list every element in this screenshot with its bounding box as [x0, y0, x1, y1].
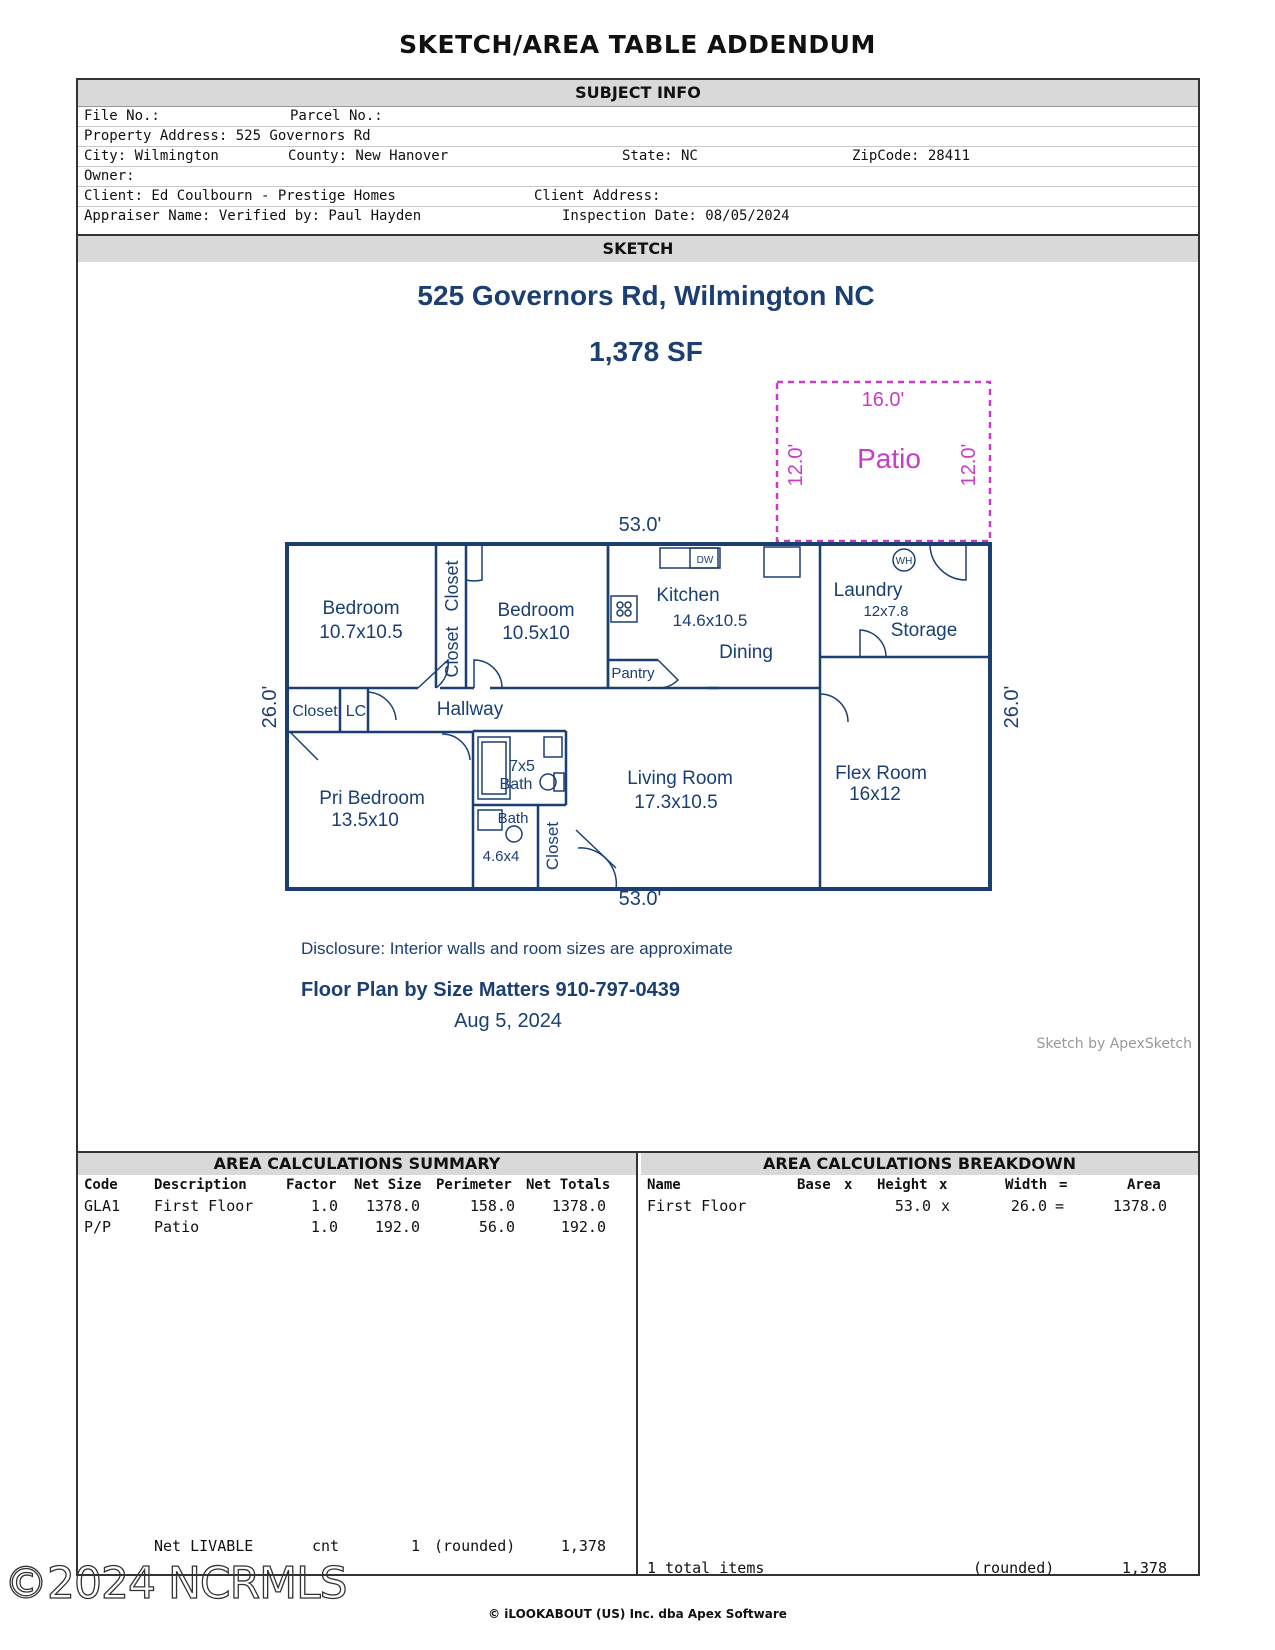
sketch-header: SKETCH — [78, 234, 1198, 262]
owner: Owner: — [84, 168, 135, 184]
info-row-address — [78, 126, 1198, 147]
col-area: Area — [1127, 1177, 1161, 1193]
row-factor: 1.0 — [310, 1218, 338, 1236]
row-x: x — [941, 1197, 951, 1215]
laundry-size: 12x7.8 — [863, 603, 909, 620]
dim-right: 26.0' — [1001, 685, 1023, 729]
row-description: First Floor — [154, 1197, 254, 1215]
floor-plan-credit: Floor Plan by Size Matters 910-797-0439 — [301, 979, 681, 1001]
dim-left: 26.0' — [259, 685, 281, 729]
client: Client: Ed Coulbourn - Prestige Homes — [84, 188, 396, 204]
col-factor: Factor — [286, 1177, 337, 1193]
state: State: NC — [622, 148, 698, 164]
patio-dim-top: 16.0' — [861, 389, 905, 411]
closet-b-label: Closet — [442, 626, 462, 678]
county: County: New Hanover — [288, 148, 449, 164]
copyright-text: © iLOOKABOUT (US) Inc. dba Apex Software — [488, 1607, 787, 1621]
bedroom2-label: Bedroom — [497, 600, 575, 621]
dim-bottom: 53.0' — [618, 888, 662, 910]
bath2-size: 4.6x4 — [482, 848, 520, 865]
patio-dim-right: 12.0' — [958, 443, 980, 487]
breakdown-total: 1,378 — [1121, 1559, 1167, 1577]
bath2-label: Bath — [497, 810, 529, 827]
info-row-client — [78, 186, 1198, 207]
row-name: First Floor — [647, 1197, 747, 1215]
total-items-label: 1 total items — [647, 1559, 765, 1577]
cnt-label: cnt — [312, 1537, 340, 1555]
bedroom1-size: 10.7x10.5 — [319, 622, 403, 643]
addendum-frame — [76, 78, 1200, 1576]
row-eq: = — [1055, 1197, 1065, 1215]
col-base: Base — [797, 1177, 831, 1193]
row-net-totals: 1378.0 — [551, 1197, 606, 1215]
bath1-size: 7x5 — [509, 758, 535, 775]
area-summary-panel — [78, 1153, 638, 1574]
mls-watermark: ©2024 NCRMLS — [4, 1558, 347, 1609]
rounded-label: (rounded) — [973, 1559, 1055, 1577]
col-name: Name — [647, 1177, 681, 1193]
closet-c-label: Closet — [543, 821, 562, 871]
sketch-date: Aug 5, 2024 — [454, 1010, 562, 1032]
living-room-label: Living Room — [627, 768, 733, 789]
subject-info-header: SUBJECT INFO — [78, 80, 1198, 107]
property-address: Property Address: 525 Governors Rd — [84, 128, 371, 144]
row-code: GLA1 — [84, 1197, 121, 1215]
col-equals: = — [1059, 1177, 1068, 1193]
city: City: Wilmington — [84, 148, 219, 164]
sketch-area — [78, 260, 1198, 1156]
bath1-label: Bath — [499, 776, 533, 793]
info-row-file — [78, 106, 1198, 127]
dim-top: 53.0' — [618, 514, 662, 536]
appraiser-name: Appraiser Name: Verified by: Paul Hayden — [84, 208, 422, 224]
row-perimeter: 158.0 — [469, 1197, 515, 1215]
net-livable-total: 1,378 — [560, 1537, 606, 1555]
net-livable-label: Net LIVABLE — [154, 1537, 254, 1555]
row-perimeter: 56.0 — [478, 1218, 515, 1236]
rounded-label: (rounded) — [434, 1537, 516, 1555]
bedroom2-size: 10.5x10 — [502, 623, 570, 644]
row-code: P/P — [84, 1218, 112, 1236]
col-perimeter: Perimeter — [436, 1177, 512, 1193]
patio-dim-left: 12.0' — [785, 443, 807, 487]
water-heater-label: WH — [895, 556, 913, 567]
row-net-size: 192.0 — [374, 1218, 420, 1236]
inspection-date: Inspection Date: 08/05/2024 — [562, 208, 790, 224]
kitchen-size: 14.6x10.5 — [672, 611, 748, 630]
col-net-totals: Net Totals — [526, 1177, 611, 1193]
pantry-label: Pantry — [611, 665, 655, 682]
laundry-label: Laundry — [833, 580, 903, 601]
zipcode: ZipCode: 28411 — [852, 148, 971, 164]
sketch-heading: 525 Governors Rd, Wilmington NC — [417, 280, 875, 311]
kitchen-label: Kitchen — [656, 585, 720, 606]
area-breakdown-panel — [641, 1153, 1198, 1577]
parcel-no: Parcel No.: — [290, 108, 383, 124]
row-factor: 1.0 — [310, 1197, 338, 1215]
file-no: File No.: — [84, 108, 160, 124]
living-room-size: 17.3x10.5 — [634, 792, 718, 813]
col-net-size: Net Size — [354, 1177, 422, 1193]
closet-a-label: Closet — [442, 560, 462, 612]
patio-label: Patio — [857, 443, 921, 474]
col-code: Code — [84, 1177, 118, 1193]
dining-label: Dining — [719, 642, 773, 663]
row-width: 26.0 — [1010, 1197, 1047, 1215]
info-row-city — [78, 146, 1198, 167]
bedroom1-label: Bedroom — [322, 598, 400, 619]
info-row-appraiser — [78, 206, 1198, 226]
dishwasher-label: DW — [696, 555, 714, 566]
row-height: 53.0 — [894, 1197, 931, 1215]
row-net-totals: 192.0 — [560, 1218, 606, 1236]
floor-plan-sketch — [78, 260, 1198, 1150]
area-breakdown-header: AREA CALCULATIONS BREAKDOWN — [641, 1153, 1198, 1175]
linen-closet-label: LC — [345, 703, 367, 720]
flex-room-label: Flex Room — [835, 763, 927, 784]
primary-bedroom-label: Pri Bedroom — [319, 788, 425, 809]
cnt-value: 1 — [410, 1537, 420, 1555]
col-height: Height — [877, 1177, 928, 1193]
total-sf: 1,378 SF — [589, 336, 703, 367]
info-row-owner — [78, 166, 1198, 187]
col-description: Description — [154, 1177, 247, 1193]
storage-label: Storage — [890, 620, 958, 641]
flex-room-size: 16x12 — [849, 784, 901, 805]
disclosure-text: Disclosure: Interior walls and room sizes are approximate — [301, 939, 733, 958]
apexsketch-credit: Sketch by ApexSketch — [1036, 1036, 1192, 1052]
primary-bedroom-size: 13.5x10 — [331, 810, 399, 831]
client-address: Client Address: — [534, 188, 661, 204]
row-description: Patio — [154, 1218, 200, 1236]
area-summary-header: AREA CALCULATIONS SUMMARY — [78, 1153, 636, 1175]
page-title: SKETCH/AREA TABLE ADDENDUM — [399, 30, 876, 59]
col-width: Width — [1005, 1177, 1048, 1193]
row-area: 1378.0 — [1112, 1197, 1167, 1215]
hallway-label: Hallway — [436, 699, 504, 720]
col-x1: x — [844, 1177, 853, 1193]
hall-closet-label: Closet — [292, 703, 338, 720]
row-net-size: 1378.0 — [365, 1197, 420, 1215]
col-x2: x — [939, 1177, 948, 1193]
